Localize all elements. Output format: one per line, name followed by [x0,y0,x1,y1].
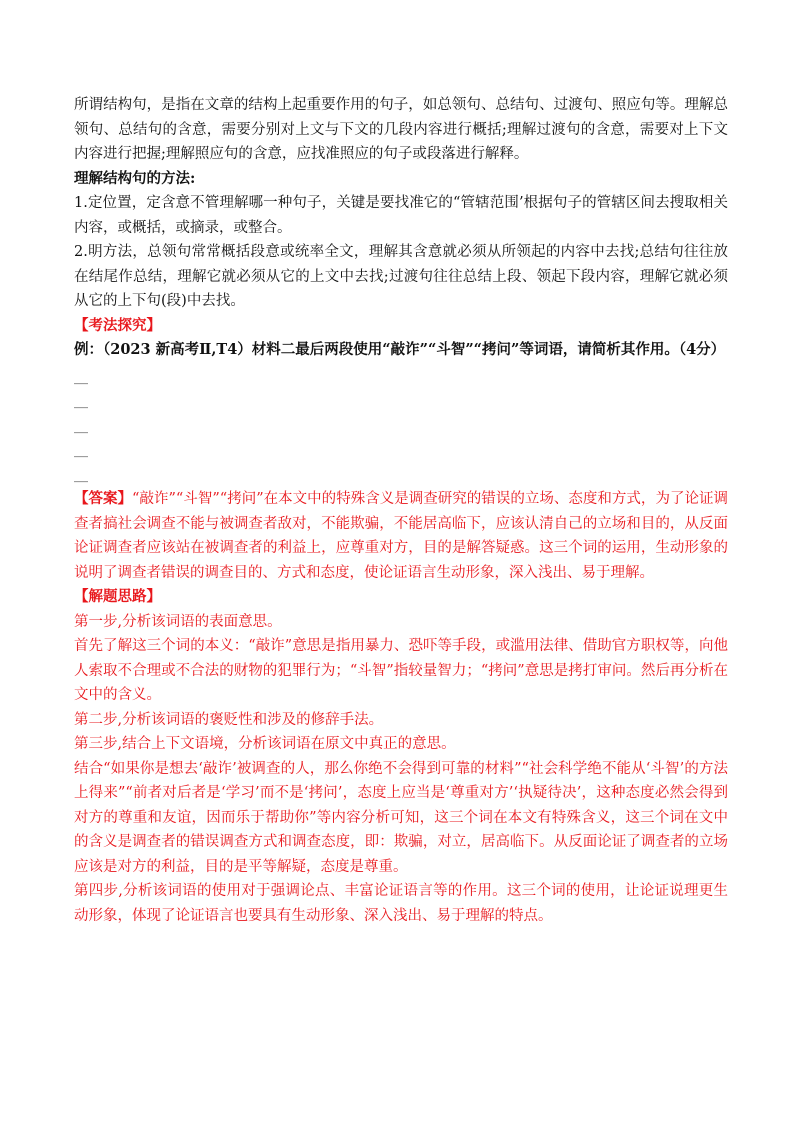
method-heading: 理解结构句的方法: [74,169,196,187]
blank-line: __ [74,368,88,385]
answer-tag: 【答案】 [74,490,133,507]
thinking-section-tag: 【解题思路】 [74,588,161,605]
answer-paragraph [74,487,728,585]
exam-section-tag: 【考法探究】 [74,316,161,334]
blank-line: __ [74,417,88,434]
step-3: 第三步,结合上下文语境，分析该词语在原文中真正的意思。 [74,736,456,752]
step-1: 第一步,分析该词语的表面意思。 [74,613,282,630]
blank-line: __ [74,442,88,458]
method-item-1: 1.定位置，定含意不管理解哪一种句子，关键是要找准它的“管辖范围’根据句子的管辖区间去搜取相关内容，或概括，或摘录，或整合。 [74,195,728,236]
step-2: 第二步,分析该词语的褒贬性和涉及的修辞手法。 [74,711,384,728]
document-page [74,93,728,928]
answer-text: “敲诈”“斗智”“拷问”在本文中的特殊含义是调查研究的错误的立场、态度和方式，为了论证调查者搞社会调查不能与被调查者敌对，不能欺骗，不能居高临下，应该认清自己的立场和目的，从反面论证调查者应该站在被调查者的利益上，应尊重对方，目的是解答疑惑。这三个词的运用，生动形象的说明了调查者错误的调查目的、方式和态度，使论证语言生动形象，深入浅出、易于理解。 [74,491,728,581]
method-item-2: 2.明方法，总领句常常概括段意或统率全文，理解其含意就必须从所领起的内容中去找;总结句往往放在结尾作总结，理解它就必须从它的上文中去找;过渡句往往总结上段、领起下段内容，理解它就必须从它的上下句(段)中去找。 [74,244,728,309]
blank-line: __ [74,393,88,409]
answer-blanks [74,365,728,488]
step-4: 第四步,分析该词语的使用对于强调论点、丰富论证语言等的作用。这三个词的使用，让论证说理更生动形象，体现了论证语言也要具有生动形象、深入浅出、易于理解的特点。 [74,883,728,924]
intro-paragraph: 所谓结构句，是指在文章的结构上起重要作用的句子，如总领句、总结句、过渡句、照应句等。理解总领句、总结句的含意，需要分别对上文与下文的几段内容进行概括;理解过渡句的含意，需要对上下文内容进行把握;理解照应句的含意，应找准照应的句子或段落进行解释。 [74,97,728,162]
step-3-detail: 结合“如果你是想去‘敲诈’被调查的人，那么你绝不会得到可靠的材料”“社会科学绝不能从‘斗智’的方法上得来”“前者对后者是‘学习’而不是‘拷问’，态度上应当是‘尊重对方’‘执疑待决’，这种态度必然会得到对方的尊重和友谊，因而乐于帮助你”等内容分析可知，这三个词在本文有特殊含义，这三个词在文中的含义是调查者的错误调查方式和调查态度，即：欺骗，对立，居高临下。从反面论证了调查者的立场应该是对方的利益，目的是平等解疑，态度是尊重。 [74,760,728,875]
blank-line: __ [74,466,88,483]
question-text: 例：（2023 新高考Ⅱ,T4）材料二最后两段使用“敲诈”“斗智”“拷问”等词语，请简析其作用。（4分） [74,341,726,358]
step-1-detail: 首先了解这三个词的本义：“敲诈”意思是指用暴力、恐吓等手段，或滥用法律、借助官方职权等，向他人索取不合理或不合法的财物的犯罪行为；“斗智”指较量智力；“拷问”意思是拷打审问。然后再分析在文中的含义。 [74,638,728,703]
